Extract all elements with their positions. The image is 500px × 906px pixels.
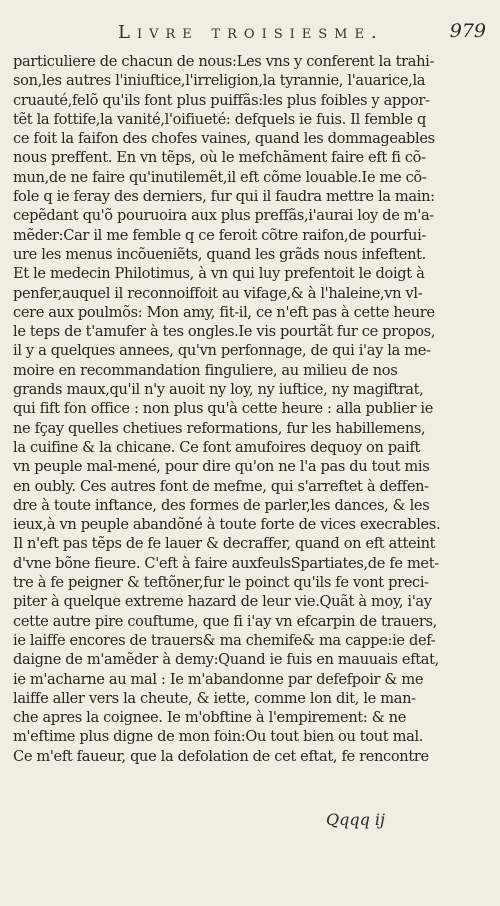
- text-line: cepẽdant qu'õ pouruoira aux plus preffãs,i'aurai loy de m'a-: [13, 207, 434, 225]
- text-line: nous preffent. En vn tẽps, où le mefchãment faire eft fi cõ-: [13, 149, 426, 167]
- text-line: en oubly. Ces autres font de mefme, qui s'arreftet à deffen-: [13, 477, 429, 495]
- text-line: Et le medecin Philotimus, à vn qui luy prefentoit le doigt à: [13, 265, 425, 283]
- text-line: vn peuple mal-mené, pour dire qu'on ne l'a pas du tout mis: [13, 458, 430, 476]
- text-line: il y a quelques annees, qu'vn perfonnage, de qui i'ay la me-: [13, 342, 431, 360]
- text-line: ne fçay quelles chetiues reformations, fur les habillemens,: [13, 419, 426, 437]
- text-line: ie m'acharne au mal : Ie m'abandonne par defefpoir & me: [13, 670, 424, 688]
- text-line: mẽder:Car il me femble q ce feroit cõtre raifon,de pourfui-: [13, 226, 426, 244]
- page-number: 979: [449, 20, 486, 42]
- text-line: tẽt la fottife,la vanité,l'oifiueté: defquels ie fuis. Il femble q: [13, 110, 426, 128]
- text-line: cere aux poulmõs: Mon amy, fit-il, ce n'eft pas à cette heure: [13, 303, 435, 321]
- text-line: ure les menus incõueniẽts, quand les grãds nous infeftent.: [13, 245, 426, 263]
- text-line: ieux,à vn peuple abandõné à toute forte de vices execrables.: [13, 516, 441, 534]
- text-line: mun,de ne faire qu'inutilemẽt,il eft cõme louable.Ie me cõ-: [13, 168, 427, 186]
- body-text: [13, 52, 491, 766]
- text-line: m'eftime plus digne de mon foin:Ou tout bien ou tout mal.: [13, 728, 424, 746]
- text-line: d'vne bõne fieure. C'eft à faire auxfeulsSpartiates,de fe met-: [13, 554, 439, 572]
- text-line: dre à toute inftance, des formes de parler,les dances, & les: [13, 496, 430, 514]
- text-line: qui fift fon office : non plus qu'à cette heure : alla publier ie: [13, 400, 434, 418]
- text-line: la cuifine & la chicane. Ce font amufoires dequoy on paift: [13, 438, 421, 456]
- text-line: ie laiffe encores de trauers& ma chemife& ma cappe:ie def-: [13, 631, 436, 649]
- running-head: [0, 18, 500, 52]
- text-line: Il n'eft pas tẽps de fe lauer & decraffer, quand on eft atteint: [13, 535, 436, 553]
- text-line: ce foit la faifon des chofes vaines, quand les dommageables: [13, 130, 435, 148]
- text-line: fole q ie feray des derniers, fur qui il faudra mettre la main:: [13, 188, 435, 206]
- text-line: daigne de m'amẽder à demy:Quand ie fuis en mauuais eftat,: [13, 651, 439, 669]
- text-line: cette autre pire couftume, que fi i'ay vn efcarpin de trauers,: [13, 612, 437, 630]
- text-line: laiffe aller vers la cheute, & iette, comme lon dit, le man-: [13, 689, 416, 707]
- text-line: cruauté,felõ qu'ils font plus puiffãs:les plus foibles y appor-: [13, 91, 430, 109]
- text-line: Ce m'eft faueur, que la defolation de cet eftat, fe rencontre: [13, 747, 429, 765]
- text-line: grands maux,qu'il n'y auoit ny loy, ny iuftice, ny magiftrat,: [13, 381, 424, 399]
- running-head-title: Livre troisiesme.: [118, 22, 384, 43]
- signature-mark: Qqqq ij: [326, 810, 386, 829]
- text-line: le teps de t'amufer à tes ongles.Ie vis pourtãt fur ce propos,: [13, 323, 436, 341]
- text-line: son,les autres l'iniuftice,l'irreligion,la tyrannie, l'auarice,la: [13, 72, 426, 90]
- text-line: che apres la coignee. Ie m'obftine à l'empirement: & ne: [13, 709, 407, 727]
- text-line: particuliere de chacun de nous:Les vns y conferent la trahi-: [13, 53, 435, 70]
- text-line: piter à quelque extreme hazard de leur vie.Quãt à moy, i'ay: [13, 593, 432, 611]
- text-line: moire en recommandation finguliere, au milieu de nos: [13, 361, 398, 379]
- text-line: tre à fe peigner & teftõner,fur le poinct qu'ils fe vont preci-: [13, 574, 429, 592]
- text-line: penfer,auquel il reconnoiffoit au vifage,& à l'haleine,vn vl-: [13, 284, 423, 302]
